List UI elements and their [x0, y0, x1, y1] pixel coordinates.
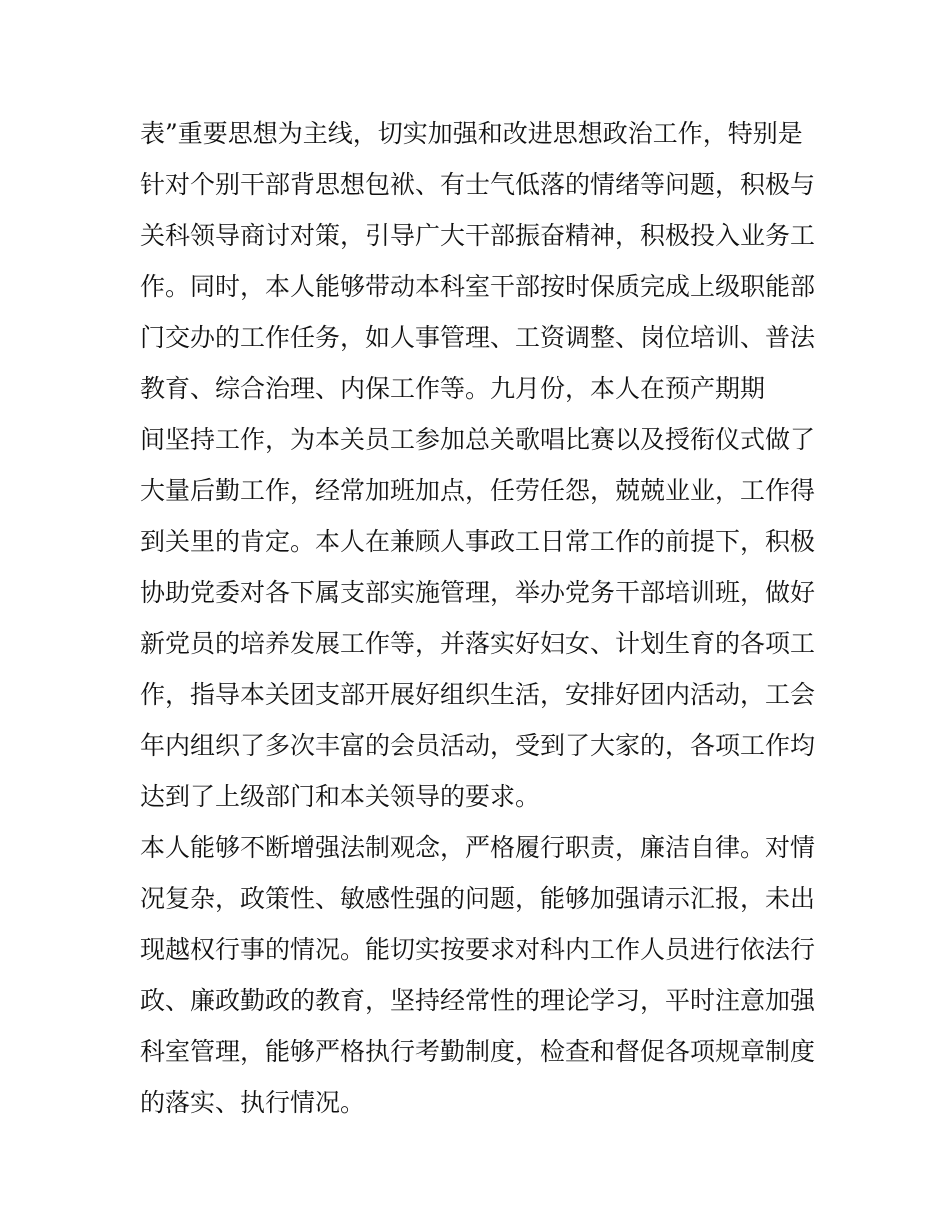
document-body: [140, 108, 820, 1128]
text-line: 大量后勤工作，经常加班加点，任劳任怨，兢兢业业，工作得: [140, 476, 816, 505]
text-line: 间坚持工作，为本关员工参加总关歌唱比赛以及授衔仪式做了: [140, 425, 816, 454]
text-line: 关科领导商讨对策，引导广大干部振奋精神，积极投入业务工: [140, 221, 816, 250]
text-line: 的落实、执行情况。: [140, 1088, 366, 1117]
text-line: 现越权行事的情况。能切实按要求对科内工作人员进行依法行: [140, 935, 816, 964]
text-line: 新党员的培养发展工作等，并落实好妇女、计划生育的各项工: [140, 629, 816, 658]
text-line: 到关里的肯定。本人在兼顾人事政工日常工作的前提下，积极: [140, 527, 816, 556]
text-line: 针对个别干部背思想包袱、有士气低落的情绪等问题，积极与: [140, 170, 816, 199]
text-line: 本人能够不断增强法制观念，严格履行职责，廉洁自律。对情: [140, 833, 816, 862]
text-line: 达到了上级部门和本关领导的要求。: [140, 782, 541, 811]
text-line: 年内组织了多次丰富的会员活动，受到了大家的，各项工作均: [140, 731, 816, 760]
text-line: 政、廉政勤政的教育，坚持经常性的理论学习，平时注意加强: [140, 986, 816, 1015]
text-line: 门交办的工作任务，如人事管理、工资调整、岗位培训、普法: [140, 323, 816, 352]
text-line: 表”重要思想为主线，切实加强和改进思想政治工作，特别是: [140, 119, 803, 148]
text-line: 科室管理，能够严格执行考勤制度，检查和督促各项规章制度: [140, 1037, 816, 1066]
text-line: 作，指导本关团支部开展好组织生活，安排好团内活动，工会: [140, 680, 816, 709]
text-line: 作。同时，本人能够带动本科室干部按时保质完成上级职能部: [140, 272, 816, 301]
text-line: 况复杂，政策性、敏感性强的问题，能够加强请示汇报，未出: [140, 884, 816, 913]
text-line: 教育、综合治理、内保工作等。九月份，本人在预产期期: [140, 374, 766, 403]
text-line: 协助党委对各下属支部实施管理，举办党务干部培训班，做好: [140, 578, 816, 607]
